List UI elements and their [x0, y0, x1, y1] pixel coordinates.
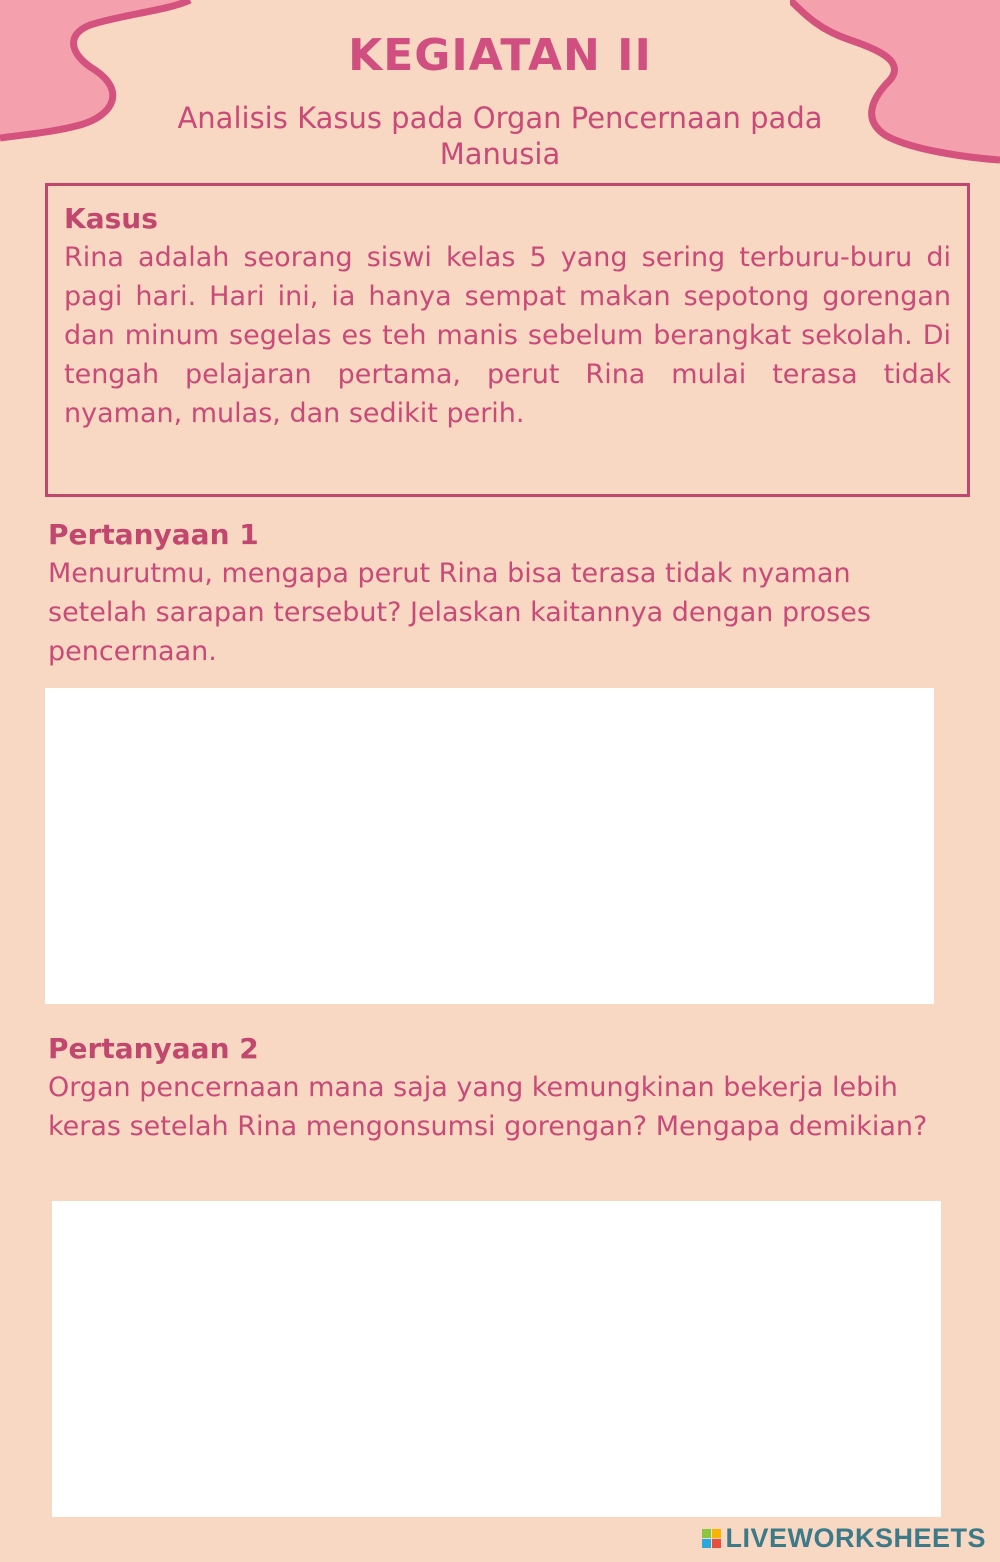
question-2 [48, 1030, 958, 1146]
page-title: KEGIATAN II [348, 30, 652, 81]
question-1-heading: Pertanyaan 1 [48, 518, 259, 551]
answer-box-2[interactable] [52, 1201, 941, 1517]
case-text: Rina adalah seorang siswi kelas 5 yang sering terburu-buru di pagi hari. Hari ini, ia hanya sempat makan sepotong gorengan dan minum segelas es teh manis sebelum berangkat sekolah. Di tengah pelajaran pertama, perut Rina mulai terasa tidak nyaman, mulas, dan sedikit perih. [64, 242, 951, 429]
question-2-text: Organ pencernaan mana saja yang kemungkinan bekerja lebih keras setelah Rina mengonsumsi gorengan? Mengapa demikian? [48, 1072, 928, 1142]
page-subtitle: Analisis Kasus pada Organ Pencernaan pada Manusia [177, 101, 823, 171]
answer-box-1[interactable] [45, 688, 934, 1004]
question-1 [48, 516, 958, 671]
liveworksheets-brand [702, 1523, 986, 1554]
case-box [45, 183, 970, 497]
question-2-heading: Pertanyaan 2 [48, 1032, 259, 1065]
question-1-text: Menurutmu, mengapa perut Rina bisa terasa tidak nyaman setelah sarapan tersebut? Jelaskan kaitannya dengan proses pencernaan. [48, 558, 871, 667]
brand-text: LIVEWORKSHEETS [725, 1523, 986, 1553]
liveworksheets-logo-icon [702, 1529, 721, 1548]
case-heading: Kasus [64, 202, 158, 235]
